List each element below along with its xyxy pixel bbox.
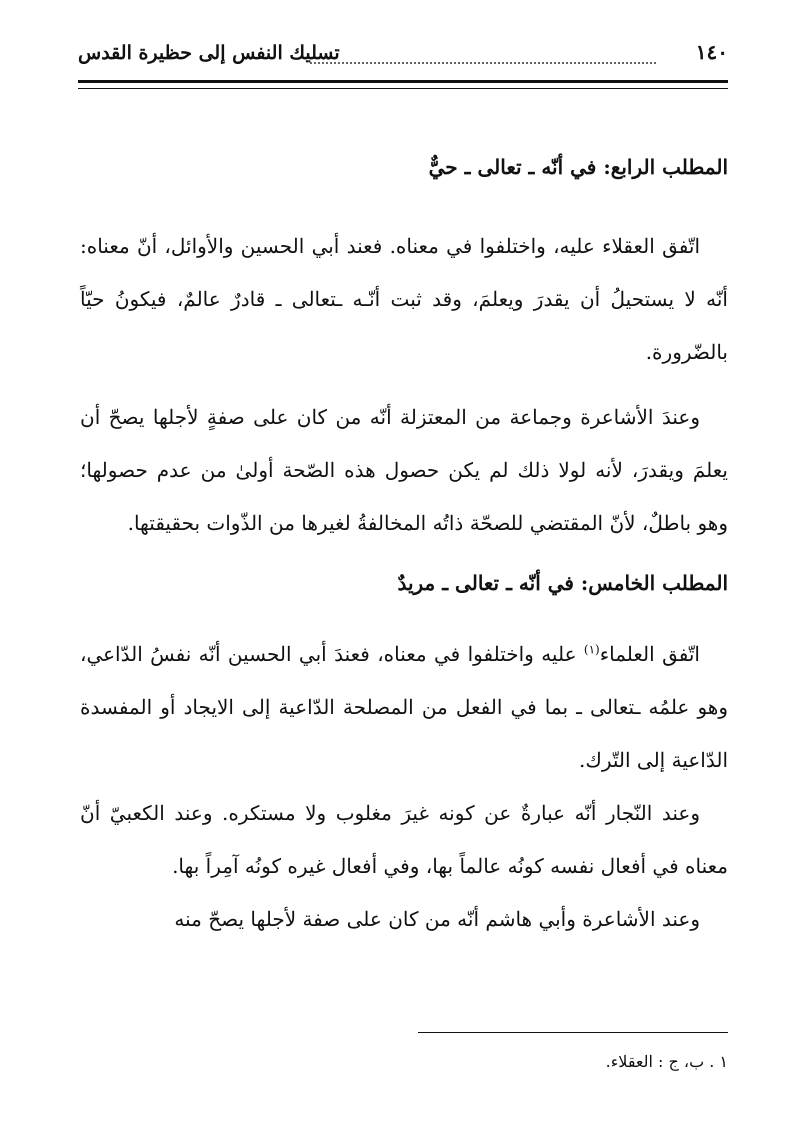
paragraph-rest: عليه واختلفوا في معناه، فعندَ أبي الحسين أنّه نفسُ الدّاعي، وهو علمُه ـتعالى ـ بما في الفعل من المصلحة الدّاعية إلى الايجاد أو المفسدة الدّاعية إلى التّرك. [80, 642, 728, 772]
paragraph: وعندَ الأشاعرة وجماعة من المعتزلة أنّه من كان على صفةٍ لأجلها يصحّ أن يعلمَ ويقدرَ، لأنه لولا ذلك لم يكن حصول هذه الصّحة أولىٰ من عدم حصولها؛ وهو باطلٌ، لأنّ المقتضي للصحّة ذاتُه المخالفةُ لغيرها من الذّوات بحقيقتها. [80, 405, 728, 535]
footnote-marker[interactable]: (١) [583, 642, 600, 657]
footnote-rule [418, 1032, 728, 1033]
page-number: ١٤٠ [695, 40, 728, 64]
paragraph: اتّفق العقلاء عليه، واختلفوا في معناه. فعند أبي الحسين والأوائل، أنّ معناه: أنّه لا يستحيلُ أن يقدرَ ويعلمَ، وقد ثبت أنّـه ـتعالى ـ قادرٌ عالمٌ، فيكونُ حيّاً بالضّرورة. [80, 234, 728, 364]
header-dot-leader [310, 62, 656, 64]
running-title: تسليك النفس إلى حظيرة القدس [78, 42, 340, 64]
paragraph [80, 628, 728, 787]
paragraph-lead: اتّفق العلماء [599, 642, 700, 666]
page-body [80, 150, 728, 946]
section-heading-4: المطلب الرابع: في أنّه ـ تعالى ـ حيٌّ [428, 155, 728, 179]
section-heading-5: المطلب الخامس: في أنّه ـ تعالى ـ مريدٌ [397, 571, 728, 595]
header-rule [78, 80, 728, 89]
paragraph: وعند النّجار أنّه عبارةٌ عن كونه غيرَ مغلوب ولا مستكره. وعند الكعبيّ أنّ معناه في أفعال نفسه كونُه عالماً بها، وفي أفعال غيره كونُه آمِراً بها. [80, 801, 728, 878]
page-header [78, 36, 728, 72]
paragraph: وعند الأشاعرة وأبي هاشم أنّه من كان على صفة لأجلها يصحّ منه [174, 907, 700, 931]
footnote: ١ . ب، ج : العقلاء. [605, 1052, 728, 1071]
